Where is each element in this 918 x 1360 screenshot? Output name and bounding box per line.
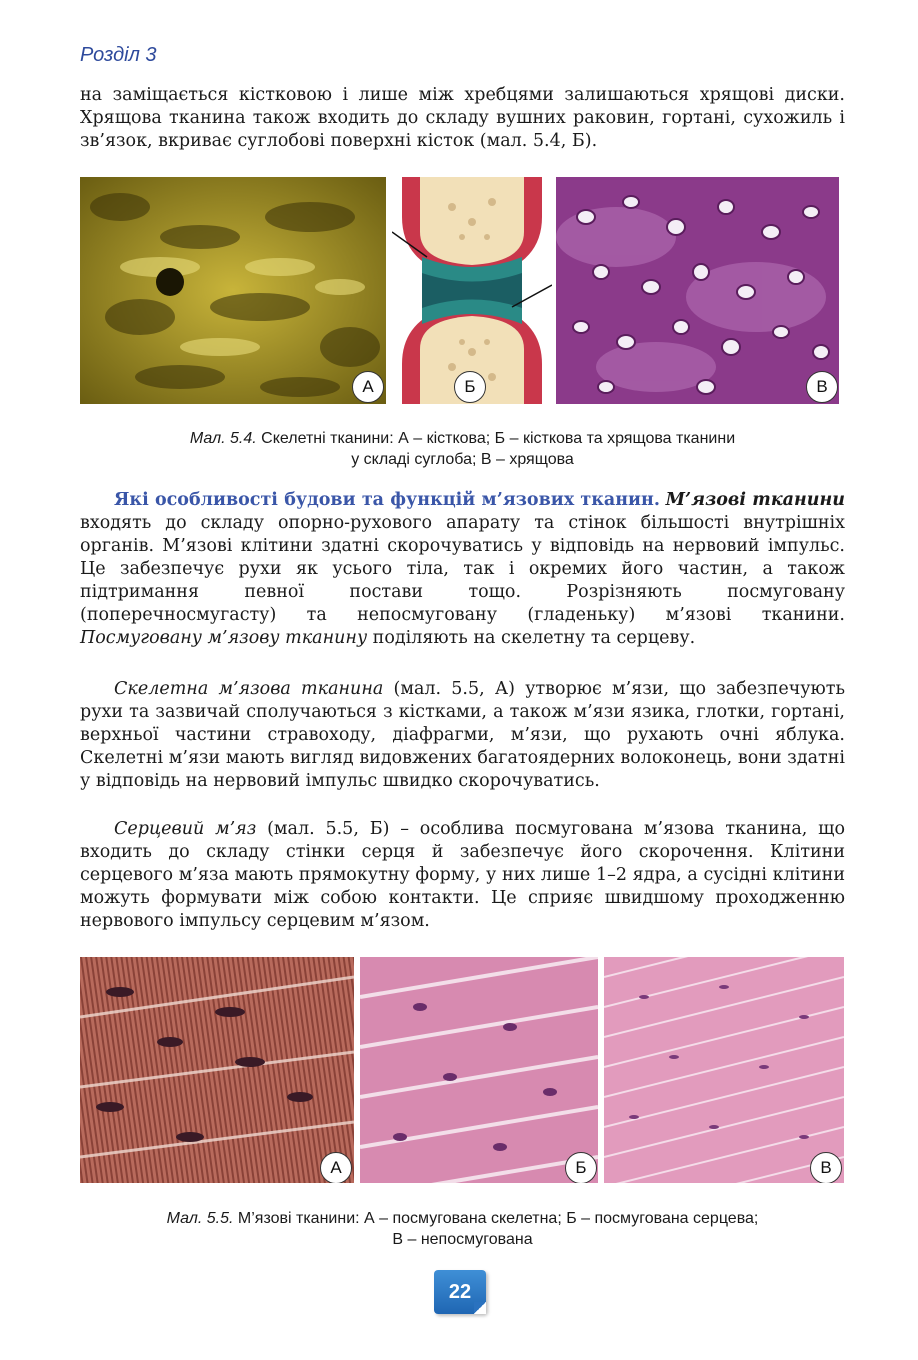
smooth-muscle-image bbox=[604, 957, 844, 1183]
smooth-muscle-photo bbox=[604, 957, 844, 1183]
cartilage-tissue-photo bbox=[556, 177, 839, 404]
label-b: Б bbox=[565, 1152, 597, 1183]
cartilage-tissue-image bbox=[556, 177, 839, 404]
bone-tissue-image bbox=[80, 177, 386, 404]
text: входять до складу опорно-рухового апарату та стінок більшості внутрішніх органів. М’язові клітини здатні скорочуватись у відповідь на нервовий імпульс. Це забезпечує рухи як усього тіла, так і окремих його частин, а також підтримання певної постави тощо. Розрізняють посмуговану (поперечносмугасту) та непосмуговану (гладеньку) м’язові тканини. bbox=[80, 513, 845, 625]
caption-label: Мал. 5.4. bbox=[189, 430, 257, 447]
text: (мал. 5.5, А) утворює м’язи, що забезпечують рухи та зазвичай сполучаються з кістками, а також м’язи язика, глотки, гортані, верхньої частини стравоходу, діафрагми, м’язи, що рухають очні яблука. Скелетні м’язи мають вигляд видовжених багатоядерних волоконець, вони здатні у відповідь на нервовий імпульс швидко скорочуватись. bbox=[80, 679, 845, 791]
term: Посмуговану м’язову тканину bbox=[80, 628, 368, 648]
figure-5-4-caption bbox=[80, 428, 845, 470]
label-c: В bbox=[806, 371, 838, 403]
paragraph-3 bbox=[80, 678, 845, 793]
paragraph-2 bbox=[80, 489, 845, 650]
skeletal-muscle-image bbox=[80, 957, 354, 1183]
caption-text-2: у складі суглоба; В – хрящова bbox=[351, 451, 574, 468]
label-c: В bbox=[810, 1152, 842, 1183]
caption-text: М’язові тканини: А – посмугована скелетна; Б – посмугована серцева; bbox=[233, 1210, 759, 1227]
joint-diagram bbox=[392, 177, 552, 404]
skeletal-muscle-photo bbox=[80, 957, 354, 1183]
term: Серцевий м’яз bbox=[114, 819, 257, 839]
text: (мал. 5.5, Б) – особлива посмугована м’язова тканина, що входить до складу стінки серця й забезпечує його скорочення. Клітини серцевого м’яза мають прямокутну форму, у них лише 1–2 ядра, а сусідні клітини можуть формувати між собою контакти. Це сприяє швидшому проходженню нервового імпульсу серцевим м’язом. bbox=[80, 819, 845, 931]
label-b: Б bbox=[454, 371, 486, 403]
section-heading: Які особливості будови та функцій м’язових тканин. bbox=[114, 490, 660, 510]
paragraph-4 bbox=[80, 818, 845, 933]
label-a: А bbox=[352, 371, 384, 403]
section-label: Розділ 3 bbox=[80, 44, 157, 66]
cardiac-muscle-photo bbox=[360, 957, 598, 1183]
term: Скелетна м’язова тканина bbox=[114, 679, 384, 699]
page-number: 22 bbox=[434, 1270, 486, 1314]
text: поділяють на скелетну та серцеву. bbox=[367, 628, 696, 648]
bone-tissue-photo bbox=[80, 177, 386, 404]
paragraph-1: на заміщається кістковою і лише між хребцями залишаються хрящові диски. Хрящова тканина також входить до складу вушних раковин, гортані, сухожиль і зв’язок, вкриває суглобові поверхні кісток (мал. 5.4, Б). bbox=[80, 85, 845, 151]
cardiac-muscle-image bbox=[360, 957, 598, 1183]
label-a: А bbox=[320, 1152, 352, 1183]
figure-5-5-caption bbox=[80, 1208, 845, 1250]
term: М’язові тканини bbox=[665, 490, 845, 510]
caption-label: Мал. 5.5. bbox=[166, 1210, 234, 1227]
caption-text: Скелетні тканини: А – кісткова; Б – кісткова та хрящова тканини bbox=[256, 430, 736, 447]
caption-text-2: В – непосмугована bbox=[392, 1231, 533, 1248]
joint-diagram-image bbox=[392, 177, 552, 404]
